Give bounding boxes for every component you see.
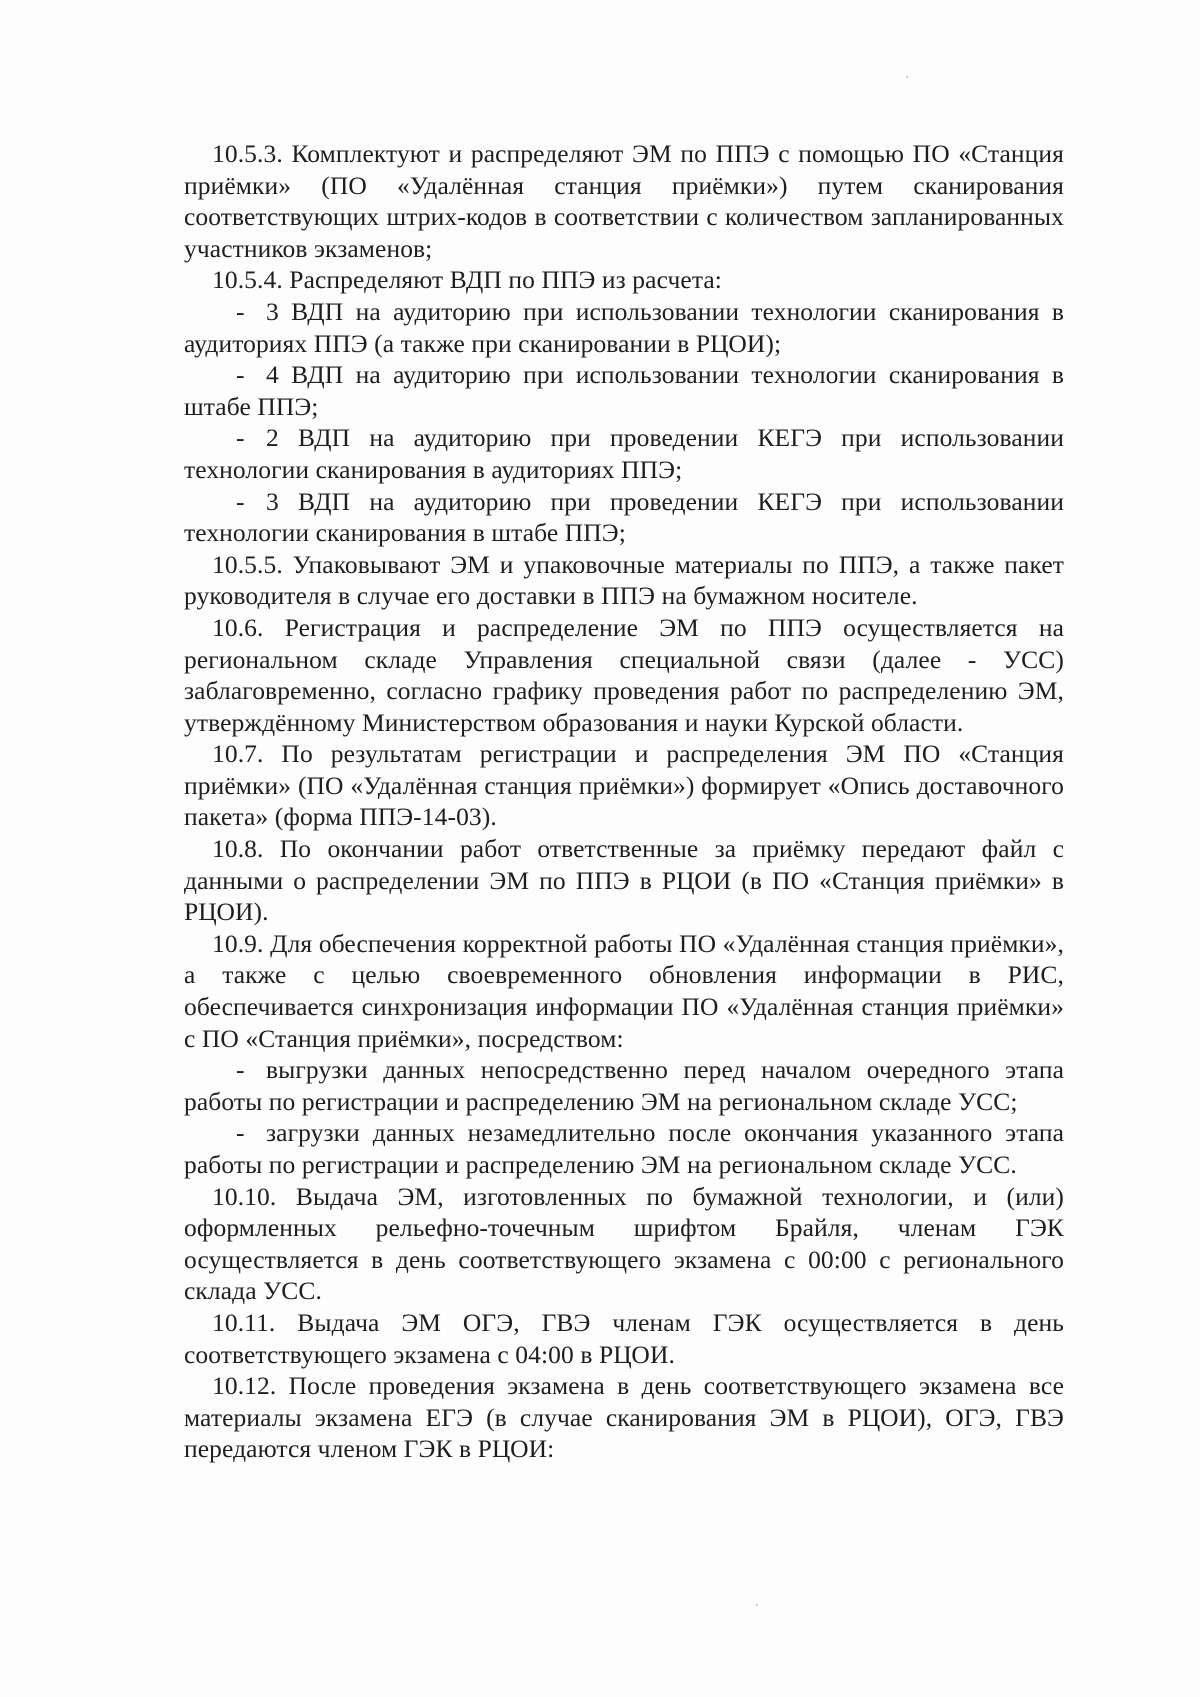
list-dash: - — [236, 423, 245, 453]
list-dash: - — [236, 486, 245, 516]
paragraph-10-12: 10.12. После проведения экзамена в день соответствующего экзамена все материалы экзамена ЕГЭ (в случае сканирования ЭМ в РЦОИ), ОГЭ, ГВЭ передаются членом ГЭК в РЦОИ: — [184, 1371, 1064, 1464]
scan-speck — [906, 76, 908, 78]
list-item — [184, 1117, 1064, 1180]
paragraph-10-9: 10.9. Для обеспечения корректной работы ПО «Удалённая станция приёмки», а также с целью своевременного обновления информации в РИС, обеспечивается синхронизация информации ПО «Удалённая станция приёмки» с ПО «Станция приёмки», посредством: — [184, 928, 1064, 1053]
paragraph-10-11: 10.11. Выдача ЭМ ОГЭ, ГВЭ членам ГЭК осуществляется в день соответствующего экзамена с 04:00 в РЦОИ. — [184, 1307, 1064, 1369]
list-dash: - — [236, 360, 245, 390]
paragraph-10-5-5: 10.5.5. Упаковывают ЭМ и упаковочные материалы по ППЭ, а также пакет руководителя в случае его доставки в ППЭ на бумажном носителе. — [184, 549, 1064, 611]
list-item-text: 3 ВДП на аудиторию при использовании технологии сканирования в аудиториях ППЭ (а также при сканировании в РЦОИ); — [184, 296, 1064, 358]
list-item-text: загрузки данных незамедлительно после окончания указанного этапа работы по регистрации и распределению ЭМ на региональном складе УСС. — [184, 1118, 1064, 1179]
list-item — [184, 296, 1064, 359]
list-item — [184, 359, 1064, 422]
document-body — [184, 138, 1064, 1465]
list-dash: - — [236, 1118, 245, 1148]
paragraph-10-10: 10.10. Выдача ЭМ, изготовленных по бумажной технологии, и (или) оформленных рельефно-точечным шрифтом Брайля, членам ГЭК осуществляется в день соответствующего экзамена с 00:00 с регионального склада УСС. — [184, 1181, 1064, 1306]
list-item — [184, 1054, 1064, 1117]
list-item-text: 3 ВДП на аудиторию при проведении КЕГЭ при использовании технологии сканирования в штабе ППЭ; — [184, 486, 1064, 548]
list-item — [184, 422, 1064, 485]
paragraph-10-6: 10.6. Регистрация и распределение ЭМ по ППЭ осуществляется на региональном складе Управления специальной связи (далее - УСС) заблаговременно, согласно графику проведения работ по распределению ЭМ, утверждённому Министерством образования и науки Курской области. — [184, 612, 1064, 737]
list-item-text: 4 ВДП на аудиторию при использовании технологии сканирования в штабе ППЭ; — [184, 360, 1064, 421]
list-dash: - — [236, 1055, 245, 1085]
list-dash: - — [236, 296, 245, 326]
list-item-text: выгрузки данных непосредственно перед началом очередного этапа работы по регистрации и распределению ЭМ на региональном складе УСС; — [184, 1055, 1064, 1116]
list-item-text: 2 ВДП на аудиторию при проведении КЕГЭ при использовании технологии сканирования в аудиториях ППЭ; — [184, 423, 1064, 484]
paragraph-10-7: 10.7. По результатам регистрации и распределения ЭМ ПО «Станция приёмки» (ПО «Удалённая станция приёмки») формирует «Опись доставочного пакета» (форма ППЭ-14-03). — [184, 739, 1064, 832]
paragraph-10-5-3: 10.5.3. Комплектуют и распределяют ЭМ по ППЭ с помощью ПО «Станция приёмки» (ПО «Удалённая станция приёмки») путем сканирования соответствующих штрих-кодов в соответствии с количеством запланированных участников экзаменов; — [184, 139, 1064, 263]
paragraph-10-5-4: 10.5.4. Распределяют ВДП по ППЭ из расчета: — [212, 265, 722, 295]
paragraph-10-8: 10.8. По окончании работ ответственные за приёмку передают файл с данными о распределении ЭМ по ППЭ в РЦОИ (в ПО «Станция приёмки» в РЦОИ). — [184, 834, 1064, 927]
list-item — [184, 486, 1064, 549]
scan-speck — [756, 1604, 758, 1606]
